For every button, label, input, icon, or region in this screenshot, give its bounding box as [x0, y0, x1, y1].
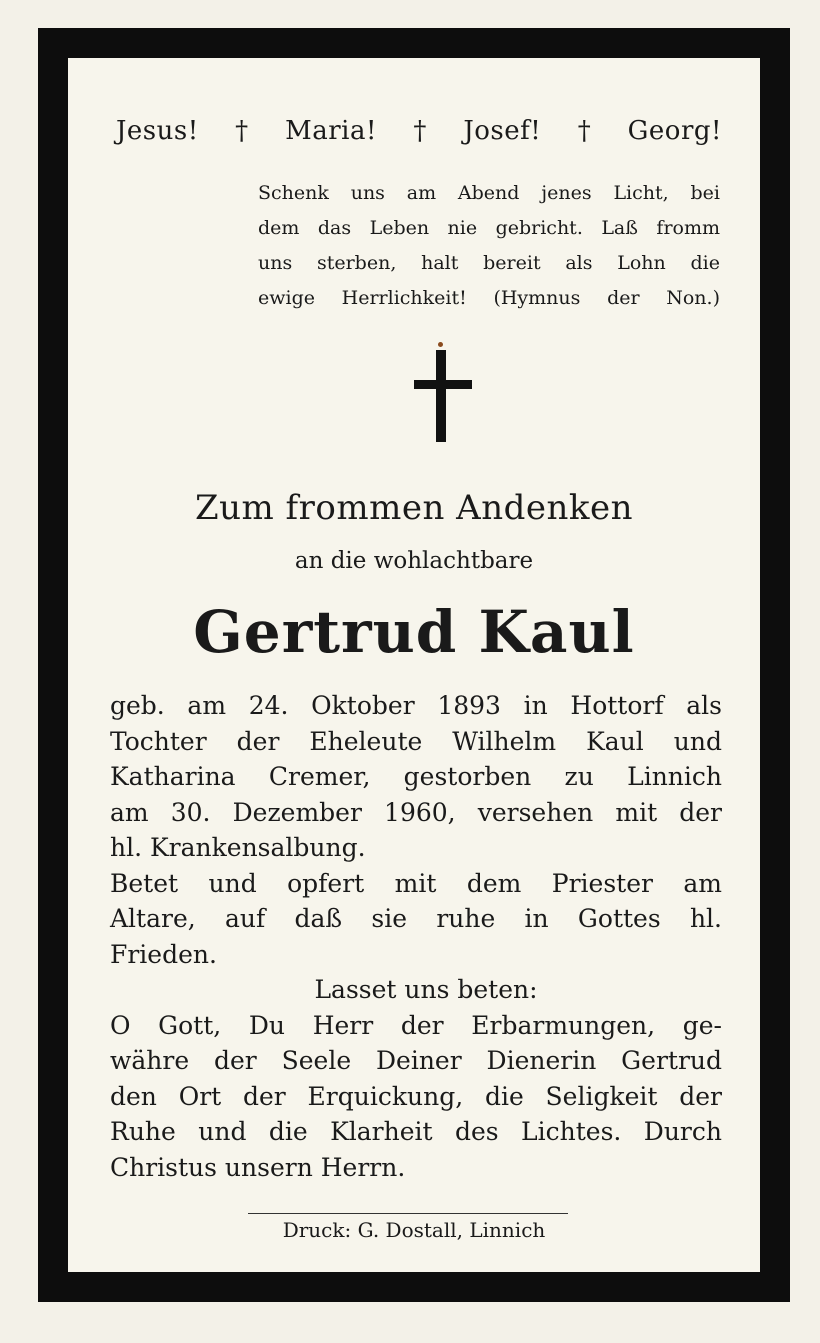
memorial-subheading: an die wohlachtbare — [294, 548, 534, 574]
hymn-verse — [258, 176, 720, 316]
deceased-name: Gertrud Kaul — [193, 598, 635, 666]
invocation-jesus: Jesus! — [116, 116, 199, 146]
footer-divider — [248, 1213, 568, 1214]
hymn-line: uns sterben, halt bereit als Lohn die — [258, 252, 720, 274]
bio-line: Altare, auf daß sie ruhe in Gottes hl. — [110, 904, 722, 933]
memorial-card — [38, 28, 790, 1302]
memorial-heading: Zum frommen Andenken — [194, 488, 634, 528]
dagger-icon: † — [577, 116, 592, 146]
bio-line: Katharina Cremer, gestorben zu Linnich — [110, 762, 722, 791]
invocation-maria: Maria! — [285, 116, 377, 146]
prayer-line: den Ort der Erquickung, die Seligkeit der — [110, 1081, 722, 1111]
printer-credit: Druck: G. Dostall, Linnich — [282, 1218, 546, 1242]
prayer-line: Christus unsern Herrn. — [110, 1152, 406, 1182]
bio-line: hl. Krankensalbung. — [110, 833, 366, 862]
hymn-line: Schenk uns am Abend jenes Licht, bei — [258, 182, 720, 204]
bio-line: Tochter der Eheleute Wilhelm Kaul und — [110, 726, 722, 756]
prayer-line: währe der Seele Deiner Dienerin Gertrud — [110, 1046, 722, 1075]
bio-line: Betet und opfert mit dem Priester am — [110, 868, 722, 898]
card-paper — [68, 58, 760, 1272]
dagger-icon: † — [235, 116, 249, 146]
invocations-line — [116, 116, 722, 146]
prayer-line: Ruhe und die Klarheit des Lichtes. Durch — [110, 1117, 722, 1146]
cross-icon — [414, 348, 472, 444]
bio-line: geb. am 24. Oktober 1893 in Hottorf als — [110, 691, 722, 720]
prayer-line: O Gott, Du Herr der Erbarmungen, ge- — [110, 1010, 722, 1040]
invocation-josef: Josef! — [463, 116, 542, 146]
bio-line: Frieden. — [110, 939, 217, 969]
invocation-georg: Georg! — [627, 116, 722, 146]
hymn-line: ewige Herrlichkeit! (Hymnus der Non.) — [258, 287, 720, 309]
biography-text — [110, 688, 722, 1185]
bio-line: am 30. Dezember 1960, versehen mit der — [110, 797, 722, 827]
dagger-icon: † — [413, 116, 427, 146]
hymn-line: dem das Leben nie gebricht. Laß fromm — [258, 217, 720, 239]
prayer-heading: Lasset uns beten: — [314, 975, 538, 1004]
